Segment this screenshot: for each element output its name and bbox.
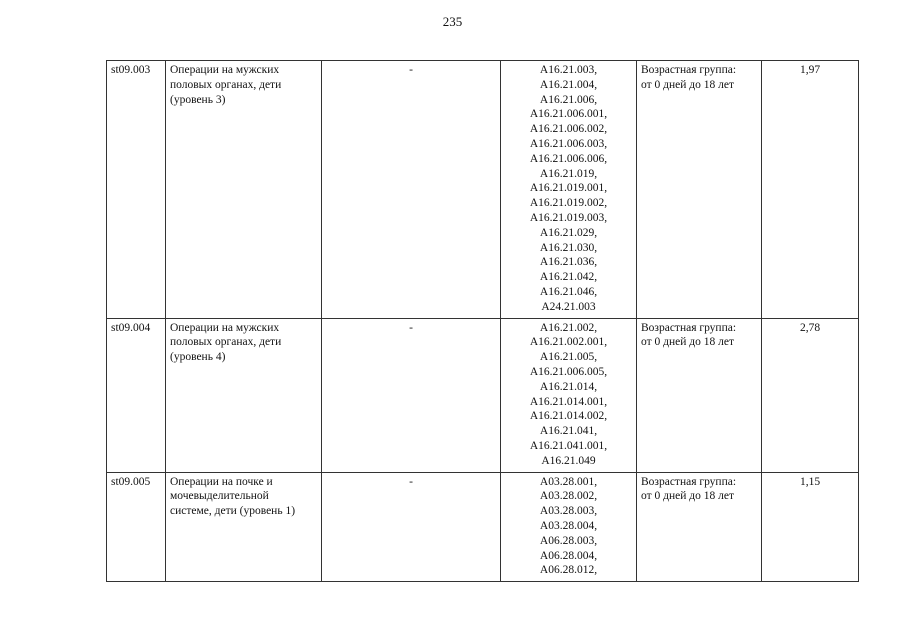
ksg-name-cell xyxy=(166,318,322,472)
diagnosis-code-cell: - xyxy=(322,61,501,319)
service-codes-cell xyxy=(501,318,637,472)
service-code: A16.21.003, xyxy=(539,64,598,76)
ksg-name-line: системе, дети (уровень 1) xyxy=(170,505,296,518)
criteria-line: Возрастная группа: xyxy=(641,475,737,488)
service-code: A16.21.041, xyxy=(539,425,598,438)
service-code: A16.21.002.001, xyxy=(529,336,608,349)
ksg-name-line: половых органах, дети xyxy=(170,336,282,349)
table-row xyxy=(107,318,859,472)
service-code: A06.28.004, xyxy=(539,549,598,562)
service-code: A03.28.003, xyxy=(539,505,598,518)
criteria-cell xyxy=(637,61,762,319)
coefficient-cell: 1,15 xyxy=(762,472,859,582)
ksg-name-cell xyxy=(166,61,322,319)
coefficient-cell: 2,78 xyxy=(762,318,859,472)
service-code: A16.21.019, xyxy=(539,167,598,180)
service-codes-cell xyxy=(501,61,637,319)
service-code: A16.21.019.003, xyxy=(529,211,608,224)
service-code: A16.21.046, xyxy=(539,285,598,298)
page-number: 235 xyxy=(442,14,463,29)
service-code: A16.21.006.002, xyxy=(529,123,608,136)
service-code: A16.21.049 xyxy=(541,454,596,467)
criteria-line: Возрастная группа: xyxy=(641,321,737,334)
table-row xyxy=(107,61,859,319)
ksg-table xyxy=(106,60,859,582)
service-code: A24.21.003 xyxy=(541,300,596,313)
ksg-name-line: мочевыделительной xyxy=(170,490,269,503)
criteria-line: Возрастная группа: xyxy=(641,64,737,76)
service-code: A16.21.006.003, xyxy=(529,137,608,150)
table-row xyxy=(107,472,859,582)
service-code: A16.21.019.002, xyxy=(529,197,608,210)
ksg-name-line: (уровень 4) xyxy=(170,351,226,364)
service-code: A16.21.002, xyxy=(539,321,598,334)
service-code: A03.28.004, xyxy=(539,519,598,532)
service-code: A16.21.004, xyxy=(539,78,598,91)
service-code: A06.28.012, xyxy=(539,564,598,577)
ksg-code-cell: st09.005 xyxy=(107,472,166,582)
service-code: A16.21.006.005, xyxy=(529,365,608,378)
service-code: A16.21.014.002, xyxy=(529,410,608,423)
service-code: A16.21.029, xyxy=(539,226,598,239)
service-code: A16.21.005, xyxy=(539,351,598,364)
service-code: A16.21.030, xyxy=(539,241,598,254)
ksg-name-line: Операции на мужских xyxy=(170,321,280,334)
criteria-line: от 0 дней до 18 лет xyxy=(641,336,734,349)
ksg-code-cell: st09.004 xyxy=(107,318,166,472)
service-code: A16.21.006.001, xyxy=(529,108,608,121)
service-code: A16.21.041.001, xyxy=(529,439,608,452)
service-codes-cell xyxy=(501,472,637,582)
ksg-code-cell: st09.003 xyxy=(107,61,166,319)
ksg-name-line: Операции на мужских xyxy=(170,64,280,76)
diagnosis-code-cell: - xyxy=(322,472,501,582)
ksg-name-line: (уровень 3) xyxy=(170,93,226,106)
criteria-cell xyxy=(637,318,762,472)
criteria-line: от 0 дней до 18 лет xyxy=(641,78,734,91)
service-code: A16.21.042, xyxy=(539,271,598,284)
service-code: A16.21.036, xyxy=(539,256,598,269)
service-code: A03.28.001, xyxy=(539,475,598,488)
diagnosis-code-cell: - xyxy=(322,318,501,472)
table-body xyxy=(107,61,859,582)
service-code: A03.28.002, xyxy=(539,490,598,503)
criteria-cell xyxy=(637,472,762,582)
ksg-name-line: Операции на почке и xyxy=(170,475,273,488)
ksg-name-line: половых органах, дети xyxy=(170,78,282,91)
service-code: A16.21.014, xyxy=(539,380,598,393)
service-code: A06.28.003, xyxy=(539,534,598,547)
ksg-name-cell xyxy=(166,472,322,582)
criteria-line: от 0 дней до 18 лет xyxy=(641,490,734,503)
service-code: A16.21.019.001, xyxy=(529,182,608,195)
service-code: A16.21.006.006, xyxy=(529,152,608,165)
coefficient-cell: 1,97 xyxy=(762,61,859,319)
service-code: A16.21.006, xyxy=(539,93,598,106)
service-code: A16.21.014.001, xyxy=(529,395,608,408)
